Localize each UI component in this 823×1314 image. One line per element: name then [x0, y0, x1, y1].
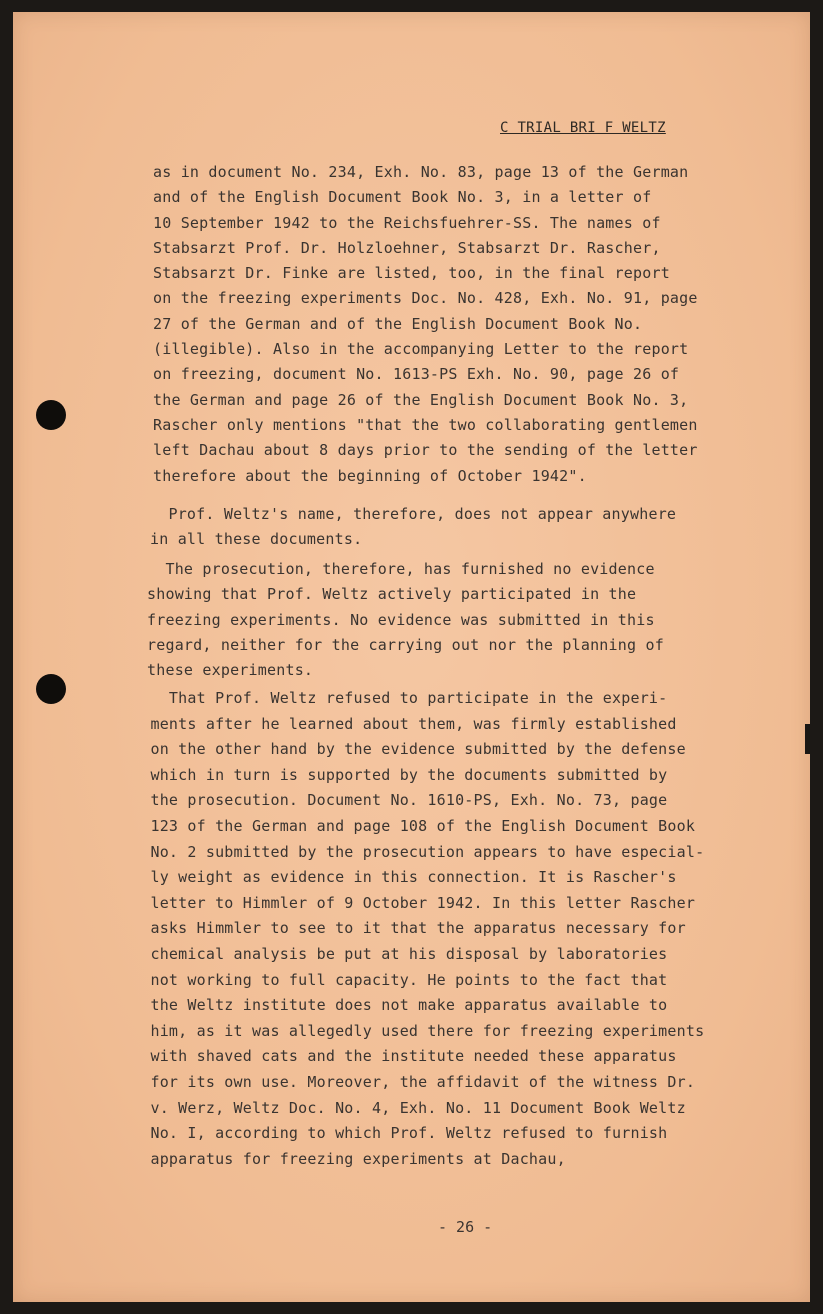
text-line: therefore about the beginning of October 1942". — [153, 466, 587, 485]
text-line: 27 of the German and of the English Document Book No. — [153, 314, 643, 333]
text-line: him, as it was allegedly used there for freezing experiments — [132, 1021, 705, 1040]
text-line: v. Werz, Weltz Doc. No. 4, Exh. No. 11 Document Book Weltz — [132, 1098, 686, 1117]
text-line: left Dachau about 8 days prior to the sending of the letter — [153, 441, 698, 460]
punch-hole — [36, 674, 66, 704]
text-line: letter to Himmler of 9 October 1942. In this letter Rascher — [132, 893, 696, 912]
text-line: (illegible). Also in the accompanying Letter to the report — [153, 340, 689, 359]
punch-hole — [36, 400, 66, 430]
paragraph — [132, 686, 704, 1172]
text-line: on the other hand by the evidence submitted by the defense — [132, 740, 686, 759]
text-line: apparatus for freezing experiments at Dachau, — [132, 1149, 566, 1168]
text-line: No. 2 submitted by the prosecution appears to have especial- — [132, 842, 705, 861]
text-line: not working to full capacity. He points to the fact that — [132, 970, 668, 989]
text-line: the prosecution. Document No. 1610-PS, Exh. No. 73, page — [132, 791, 668, 810]
text-line: Rascher only mentions "that the two collaborating gentlemen — [153, 415, 698, 434]
text-line: chemical analysis be put at his disposal by laboratories — [132, 944, 668, 963]
text-line: as in document No. 234, Exh. No. 83, page 13 of the German — [153, 163, 689, 181]
text-line: ly weight as evidence in this connection. It is Rascher's — [132, 868, 677, 887]
text-line: Stabsarzt Dr. Finke are listed, too, in the final report — [153, 264, 670, 283]
text-line: on the freezing experiments Doc. No. 428, Exh. No. 91, page — [153, 289, 698, 308]
text-line: That Prof. Weltz refused to participate in the experi- — [132, 689, 668, 707]
text-line: The prosecution, therefore, has furnished no evidence — [147, 560, 655, 578]
paragraph — [153, 160, 698, 489]
text-line: Prof. Weltz's name, therefore, does not appear anywhere — [150, 505, 677, 523]
page-number: - 26 - — [438, 1218, 493, 1236]
document-header: C TRIAL BRI F WELTZ — [500, 120, 666, 136]
text-line: the German and page 26 of the English Document Book No. 3, — [153, 390, 689, 409]
text-line: 10 September 1942 to the Reichsfuehrer-SS. The names of — [153, 213, 661, 232]
text-line: No. I, according to which Prof. Weltz refused to furnish — [132, 1124, 668, 1143]
paragraph — [147, 557, 664, 683]
text-line: on freezing, document No. 1613-PS Exh. No. 90, page 26 of — [153, 365, 680, 384]
document-page — [13, 12, 810, 1302]
text-line: the Weltz institute does not make apparatus available to — [132, 996, 668, 1015]
text-line: ments after he learned about them, was firmly established — [132, 714, 677, 733]
text-line: these experiments. — [147, 661, 314, 680]
text-line: Stabsarzt Prof. Dr. Holzloehner, Stabsarzt Dr. Rascher, — [153, 238, 661, 257]
text-line: freezing experiments. No evidence was submitted in this — [147, 610, 655, 629]
text-line: 123 of the German and page 108 of the English Document Book — [132, 816, 696, 835]
text-line: and of the English Document Book No. 3, in a letter of — [153, 188, 652, 207]
paragraph — [150, 502, 676, 553]
text-line: for its own use. Moreover, the affidavit of the witness Dr. — [132, 1072, 696, 1091]
text-line: in all these documents. — [150, 530, 363, 549]
text-line: showing that Prof. Weltz actively participated in the — [147, 585, 637, 604]
text-line: which in turn is supported by the documents submitted by — [132, 765, 668, 784]
text-line: with shaved cats and the institute needed these apparatus — [132, 1047, 677, 1066]
text-line: asks Himmler to see to it that the apparatus necessary for — [132, 919, 686, 938]
text-line: regard, neither for the carrying out nor the planning of — [147, 635, 664, 654]
binding-mark — [805, 724, 810, 754]
